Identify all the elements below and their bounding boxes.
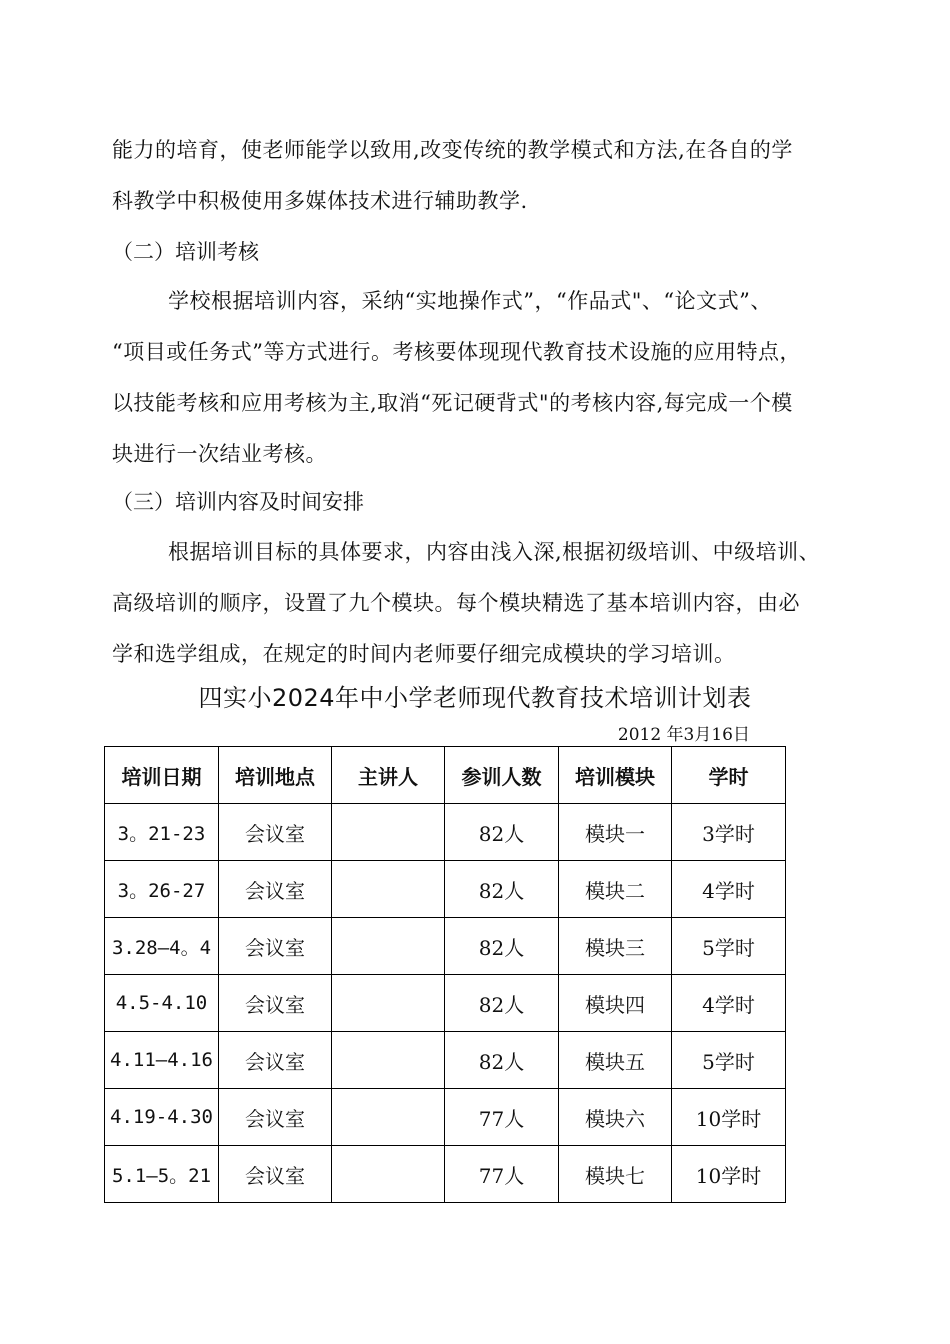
cell-participants: 82人	[445, 1032, 559, 1089]
cell-hours: 4学时	[672, 975, 786, 1032]
cell-hours: 10学时	[672, 1089, 786, 1146]
cell-module: 模块二	[559, 861, 672, 918]
paragraph-assessment	[112, 276, 852, 480]
header-lecturer: 主讲人	[332, 747, 445, 804]
cell-module: 模块三	[559, 918, 672, 975]
table-date: 2012 年3月16日	[617, 725, 750, 745]
text-line: 能力的培育，使老师能学以致用,改变传统的教学模式和方法,在各自的学	[112, 138, 793, 162]
table-row	[105, 1146, 786, 1203]
cell-date: 3.28—4。4	[105, 918, 219, 975]
text-line: “项目或任务式”等方式进行。考核要体现现代教育技术设施的应用特点，	[112, 340, 801, 364]
cell-date: 4.5-4.10	[105, 975, 219, 1032]
cell-lecturer	[332, 1032, 445, 1089]
cell-participants: 82人	[445, 861, 559, 918]
text-line: 根据培训目标的具体要求，内容由浅入深,根据初级培训、中级培训、	[168, 540, 821, 564]
cell-location: 会议室	[219, 1089, 332, 1146]
section-heading-content-schedule: （三）培训内容及时间安排	[112, 490, 364, 514]
cell-date: 5.1—5。21	[105, 1146, 219, 1203]
cell-module: 模块六	[559, 1089, 672, 1146]
text-line: 学和选学组成，在规定的时间内老师要仔细完成模块的学习培训。	[112, 642, 736, 666]
cell-participants: 77人	[445, 1146, 559, 1203]
cell-participants: 82人	[445, 804, 559, 861]
table-row	[105, 1089, 786, 1146]
cell-hours: 10学时	[672, 1146, 786, 1203]
table-title: 四实小2024年中小学老师现代教育技术培训计划表	[198, 684, 752, 712]
cell-location: 会议室	[219, 1032, 332, 1089]
cell-participants: 82人	[445, 918, 559, 975]
cell-module: 模块四	[559, 975, 672, 1032]
cell-module: 模块一	[559, 804, 672, 861]
table-row	[105, 1032, 786, 1089]
cell-participants: 77人	[445, 1089, 559, 1146]
cell-location: 会议室	[219, 1146, 332, 1203]
table-header-row	[105, 747, 786, 804]
cell-location: 会议室	[219, 804, 332, 861]
cell-module: 模块七	[559, 1146, 672, 1203]
cell-hours: 5学时	[672, 1032, 786, 1089]
cell-hours: 4学时	[672, 861, 786, 918]
header-module: 培训模块	[559, 747, 672, 804]
section-heading-assessment: （二）培训考核	[112, 240, 259, 264]
cell-module: 模块五	[559, 1032, 672, 1089]
cell-lecturer	[332, 975, 445, 1032]
cell-location: 会议室	[219, 918, 332, 975]
cell-date: 3。26-27	[105, 861, 219, 918]
cell-lecturer	[332, 861, 445, 918]
cell-hours: 5学时	[672, 918, 786, 975]
paragraph-content-schedule	[112, 527, 852, 680]
cell-lecturer	[332, 1146, 445, 1203]
paragraph-training-goal-end	[112, 125, 852, 227]
cell-lecturer	[332, 1089, 445, 1146]
table-row	[105, 918, 786, 975]
cell-date: 4.19-4.30	[105, 1089, 219, 1146]
cell-location: 会议室	[219, 975, 332, 1032]
header-participants: 参训人数	[445, 747, 559, 804]
text-line: 块进行一次结业考核。	[112, 442, 327, 466]
cell-lecturer	[332, 918, 445, 975]
header-location: 培训地点	[219, 747, 332, 804]
header-hours: 学时	[672, 747, 786, 804]
text-line: 科教学中积极使用多媒体技术进行辅助教学.	[112, 189, 528, 213]
cell-date: 4.11—4.16	[105, 1032, 219, 1089]
text-line: 高级培训的顺序，设置了九个模块。每个模块精选了基本培训内容，由必	[112, 591, 800, 615]
cell-participants: 82人	[445, 975, 559, 1032]
header-date: 培训日期	[105, 747, 219, 804]
text-line: 学校根据培训内容，采纳“实地操作式”，“作品式"、“论文式”、	[168, 289, 772, 313]
cell-lecturer	[332, 804, 445, 861]
cell-hours: 3学时	[672, 804, 786, 861]
table-row	[105, 975, 786, 1032]
table-row	[105, 804, 786, 861]
table-row	[105, 861, 786, 918]
cell-location: 会议室	[219, 861, 332, 918]
training-plan-table	[104, 746, 786, 1203]
cell-date: 3。21-23	[105, 804, 219, 861]
text-line: 以技能考核和应用考核为主,取消“死记硬背式"的考核内容,每完成一个模	[112, 391, 793, 415]
